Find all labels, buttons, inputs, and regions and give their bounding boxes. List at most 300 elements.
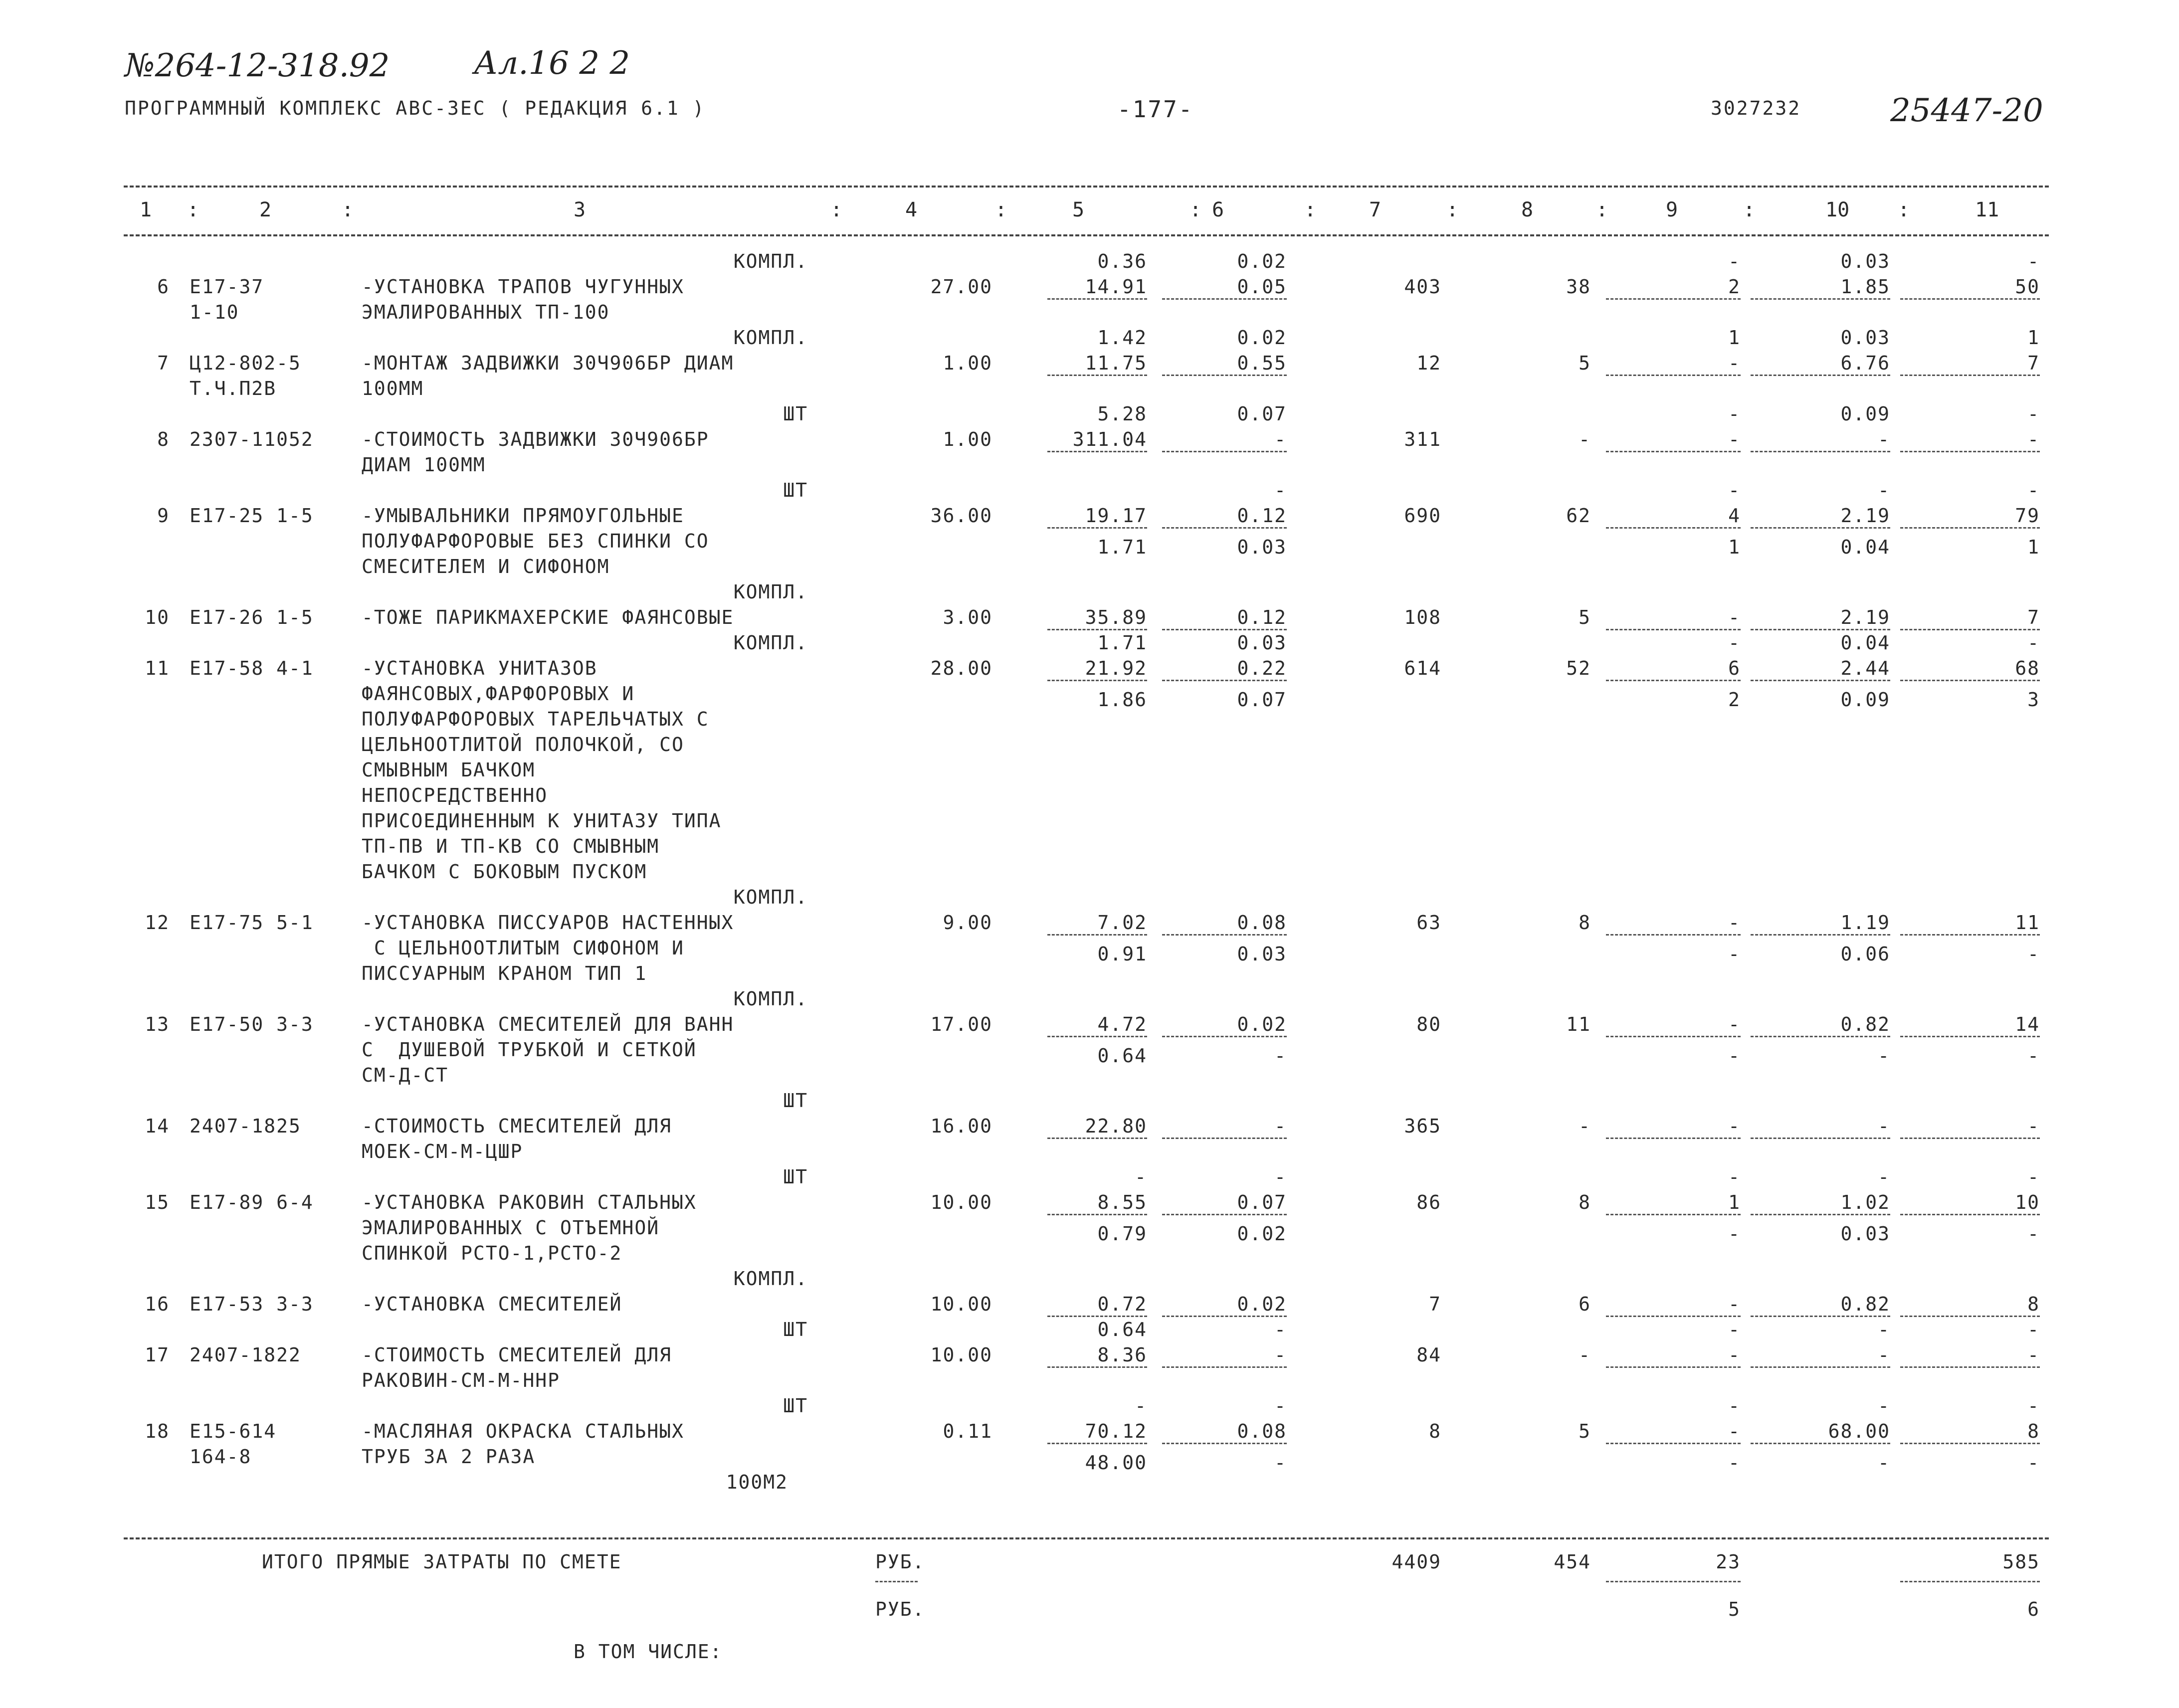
prev-cell-6: - bbox=[1274, 1319, 1287, 1340]
cell-divider bbox=[1162, 298, 1287, 300]
unit-label: ШТ bbox=[783, 1090, 808, 1112]
cell-7: 311 bbox=[1404, 428, 1441, 450]
cell-divider bbox=[1162, 629, 1287, 630]
cell-9: - bbox=[1728, 428, 1741, 450]
prev-cell-10: - bbox=[1878, 1319, 1890, 1340]
total-cell-11: 585 bbox=[2002, 1551, 2040, 1573]
prev-cell-10: 0.09 bbox=[1840, 403, 1890, 425]
prev-cell-9: - bbox=[1728, 250, 1741, 272]
column-header-2: 2 bbox=[259, 198, 272, 221]
prev-cell-5: - bbox=[1135, 1395, 1147, 1417]
cell-6: 0.08 bbox=[1237, 912, 1287, 934]
cell-divider bbox=[1162, 1316, 1287, 1317]
cell-10: 68.00 bbox=[1828, 1420, 1890, 1442]
cell-9: 1 bbox=[1728, 1191, 1741, 1213]
cell-6: 0.05 bbox=[1237, 276, 1287, 298]
row-description: ТП-ПВ И ТП-КВ СО СМЫВНЫМ bbox=[362, 835, 660, 857]
total-label: ИТОГО ПРЯМЫЕ ЗАТРАТЫ ПО СМЕТЕ bbox=[262, 1551, 622, 1573]
sub-cell-6: 0.03 bbox=[1237, 536, 1287, 558]
prev-cell-6: - bbox=[1274, 1395, 1287, 1417]
sub-cell-11: - bbox=[2027, 1223, 2040, 1245]
row-description: -УСТАНОВКА РАКОВИН СТАЛЬНЫХ bbox=[362, 1191, 697, 1213]
cell-5: 21.92 bbox=[1085, 657, 1147, 679]
cell-4: 10.00 bbox=[930, 1293, 992, 1315]
unit-label: КОМПЛ. bbox=[733, 632, 808, 654]
unit-label: КОМПЛ. bbox=[733, 327, 808, 349]
cell-divider bbox=[1606, 298, 1741, 300]
sub-cell-9: - bbox=[1728, 943, 1741, 965]
row-description: ЭМАЛИРОВАННЫХ С ОТЪЕМНОЙ bbox=[362, 1217, 660, 1239]
cell-divider bbox=[1047, 298, 1147, 300]
prev-cell-11: - bbox=[2027, 1395, 2040, 1417]
prev-cell-10: - bbox=[1878, 479, 1890, 501]
row-number: 9 bbox=[157, 505, 170, 527]
cell-5: 311.04 bbox=[1072, 428, 1147, 450]
unit-label: 100М2 bbox=[726, 1471, 788, 1493]
cell-divider bbox=[1751, 934, 1890, 936]
table-header-rule bbox=[124, 234, 2049, 236]
unit-label: КОМПЛ. bbox=[733, 988, 808, 1010]
row-description: -СТОИМОСТЬ СМЕСИТЕЛЕЙ ДЛЯ bbox=[362, 1115, 672, 1137]
cell-5: 22.80 bbox=[1085, 1115, 1147, 1137]
cell-7: 8 bbox=[1429, 1420, 1441, 1442]
cell-8: - bbox=[1579, 428, 1591, 450]
cell-7: 12 bbox=[1416, 352, 1441, 374]
cell-8: 5 bbox=[1579, 606, 1591, 628]
prev-cell-10: - bbox=[1878, 1166, 1890, 1188]
cell-divider bbox=[1047, 1443, 1147, 1444]
row-description: -УСТАНОВКА ПИССУАРОВ НАСТЕННЫХ bbox=[362, 912, 734, 934]
cell-divider bbox=[1900, 934, 2040, 936]
sub-cell-5: 48.00 bbox=[1085, 1452, 1147, 1474]
column-header-4: 4 bbox=[905, 198, 918, 221]
sub-cell-9: - bbox=[1728, 1045, 1741, 1067]
row-description: -ТОЖЕ ПАРИКМАХЕРСКИЕ ФАЯНСОВЫЕ bbox=[362, 606, 734, 628]
row-code: Т.Ч.П2В bbox=[190, 378, 277, 399]
prev-cell-9: - bbox=[1728, 1395, 1741, 1417]
row-code: Е17-37 bbox=[190, 276, 264, 298]
row-code: 164-8 bbox=[190, 1446, 252, 1468]
cell-divider bbox=[1751, 451, 1890, 452]
cell-divider bbox=[1900, 680, 2040, 681]
cell-divider bbox=[1751, 1138, 1890, 1139]
row-code: Е17-26 1-5 bbox=[190, 606, 314, 628]
prev-cell-5: 5.28 bbox=[1097, 403, 1147, 425]
row-number: 16 bbox=[145, 1293, 170, 1315]
prev-cell-5: 0.36 bbox=[1097, 250, 1147, 272]
prev-cell-9: - bbox=[1728, 403, 1741, 425]
row-description: С ЦЕЛЬНООТЛИТЫМ СИФОНОМ И bbox=[362, 937, 684, 959]
sub-cell-11: - bbox=[2027, 1452, 2040, 1474]
cell-divider bbox=[1606, 1036, 1741, 1037]
row-description: СПИНКОЙ РСТО-1,РСТО-2 bbox=[362, 1242, 622, 1264]
cell-divider bbox=[1751, 1036, 1890, 1037]
prev-cell-9: 1 bbox=[1728, 327, 1741, 349]
cell-divider bbox=[1162, 934, 1287, 936]
prev-cell-11: - bbox=[2027, 1166, 2040, 1188]
prev-cell-11: - bbox=[2027, 479, 2040, 501]
prev-cell-5: 1.42 bbox=[1097, 327, 1147, 349]
cell-7: 80 bbox=[1416, 1013, 1441, 1035]
cell-9: - bbox=[1728, 912, 1741, 934]
row-code: Е17-75 5-1 bbox=[190, 912, 314, 934]
row-code: Е15-614 bbox=[190, 1420, 277, 1442]
cell-11: 11 bbox=[2015, 912, 2040, 934]
cell-5: 11.75 bbox=[1085, 352, 1147, 374]
column-separator: : bbox=[830, 198, 843, 221]
total-divider bbox=[1606, 1581, 1741, 1582]
cell-10: 2.19 bbox=[1840, 505, 1890, 527]
row-description: ПОЛУФАРФОРОВЫЕ БЕЗ СПИНКИ СО bbox=[362, 530, 709, 552]
cell-divider bbox=[1751, 680, 1890, 681]
prev-cell-9: - bbox=[1728, 1319, 1741, 1340]
cell-4: 16.00 bbox=[930, 1115, 992, 1137]
cell-divider bbox=[1162, 1366, 1287, 1368]
prev-cell-5: - bbox=[1135, 1166, 1147, 1188]
cell-divider bbox=[1606, 527, 1741, 529]
cell-5: 70.12 bbox=[1085, 1420, 1147, 1442]
cell-divider bbox=[1606, 680, 1741, 681]
row-number: 13 bbox=[145, 1013, 170, 1035]
prev-cell-6: 0.03 bbox=[1237, 632, 1287, 654]
cell-11: 50 bbox=[2015, 276, 2040, 298]
total-cell-8: 454 bbox=[1554, 1551, 1591, 1573]
cell-6: 0.02 bbox=[1237, 1293, 1287, 1315]
row-description: С ДУШЕВОЙ ТРУБКОЙ И СЕТКОЙ bbox=[362, 1039, 697, 1061]
handwritten-sheet: Ал.16 2 2 bbox=[474, 45, 630, 82]
row-description: ФАЯНСОВЫХ,ФАРФОРОВЫХ И bbox=[362, 683, 635, 705]
cell-8: 38 bbox=[1566, 276, 1591, 298]
cell-11: 8 bbox=[2027, 1420, 2040, 1442]
prev-cell-9: - bbox=[1728, 479, 1741, 501]
row-code: 2407-1822 bbox=[190, 1344, 301, 1366]
cell-9: - bbox=[1728, 606, 1741, 628]
cell-9: 2 bbox=[1728, 276, 1741, 298]
row-description: -СТОИМОСТЬ ЗАДВИЖКИ 30Ч906БР bbox=[362, 428, 709, 450]
sub-cell-9: - bbox=[1728, 1452, 1741, 1474]
cell-9: - bbox=[1728, 1293, 1741, 1315]
cell-7: 690 bbox=[1404, 505, 1441, 527]
cell-divider bbox=[1900, 1138, 2040, 1139]
column-separator: : bbox=[1304, 198, 1317, 221]
sub-cell-10: - bbox=[1878, 1452, 1890, 1474]
sub-cell-11: - bbox=[2027, 1045, 2040, 1067]
cell-divider bbox=[1751, 1366, 1890, 1368]
cell-7: 7 bbox=[1429, 1293, 1441, 1315]
cell-9: - bbox=[1728, 1344, 1741, 1366]
program-header: ПРОГРАММНЫЙ КОМПЛЕКС АВС-ЗЕС ( РЕДАКЦИЯ 6.1 ) bbox=[125, 97, 706, 119]
cell-divider bbox=[1751, 1316, 1890, 1317]
unit-label: КОМПЛ. bbox=[733, 1268, 808, 1290]
row-description: МОЕК-СМ-М-ЦШР bbox=[362, 1140, 523, 1162]
row-code: Е17-25 1-5 bbox=[190, 505, 314, 527]
row-number: 8 bbox=[157, 428, 170, 450]
cell-divider bbox=[1606, 1316, 1741, 1317]
row-description: -СТОИМОСТЬ СМЕСИТЕЛЕЙ ДЛЯ bbox=[362, 1344, 672, 1366]
cell-7: 403 bbox=[1404, 276, 1441, 298]
cell-10: - bbox=[1878, 1344, 1890, 1366]
cell-9: - bbox=[1728, 1013, 1741, 1035]
total-divider bbox=[1900, 1581, 2040, 1582]
cell-divider bbox=[1751, 1443, 1890, 1444]
cell-7: 84 bbox=[1416, 1344, 1441, 1366]
row-code: Е17-58 4-1 bbox=[190, 657, 314, 679]
cell-11: 8 bbox=[2027, 1293, 2040, 1315]
cell-divider bbox=[1047, 1366, 1147, 1368]
cell-divider bbox=[1047, 375, 1147, 376]
sub-cell-11: 1 bbox=[2027, 536, 2040, 558]
cell-4: 28.00 bbox=[930, 657, 992, 679]
row-description: ТРУБ ЗА 2 РАЗА bbox=[362, 1446, 536, 1468]
row-description: СМЫВНЫМ БАЧКОМ bbox=[362, 759, 536, 781]
including-label: В ТОМ ЧИСЛЕ: bbox=[574, 1641, 723, 1663]
sub-cell-9: - bbox=[1728, 1223, 1741, 1245]
cell-6: 0.08 bbox=[1237, 1420, 1287, 1442]
row-code: 2307-11052 bbox=[190, 428, 314, 450]
column-header-8: 8 bbox=[1521, 198, 1534, 221]
total-cell-9: 23 bbox=[1716, 1551, 1741, 1573]
cell-10: 0.82 bbox=[1840, 1013, 1890, 1035]
prev-cell-6: 0.02 bbox=[1237, 327, 1287, 349]
cell-5: 19.17 bbox=[1085, 505, 1147, 527]
unit-label: ШТ bbox=[783, 1319, 808, 1340]
cell-4: 3.00 bbox=[943, 606, 992, 628]
column-header-5: 5 bbox=[1072, 198, 1085, 221]
cell-6: - bbox=[1274, 1344, 1287, 1366]
row-description: -УСТАНОВКА УНИТАЗОВ bbox=[362, 657, 597, 679]
cell-divider bbox=[1162, 1036, 1287, 1037]
prev-cell-5: 1.71 bbox=[1097, 632, 1147, 654]
row-description: ПИССУАРНЫМ КРАНОМ ТИП 1 bbox=[362, 962, 647, 984]
cell-divider bbox=[1162, 1138, 1287, 1139]
prev-cell-6: 0.02 bbox=[1237, 250, 1287, 272]
column-separator: : bbox=[1743, 198, 1756, 221]
handwritten-code: 25447-20 bbox=[1890, 92, 2043, 129]
row-description: БАЧКОМ С БОКОВЫМ ПУСКОМ bbox=[362, 861, 647, 883]
column-separator: : bbox=[1596, 198, 1608, 221]
cell-divider bbox=[1900, 1316, 2040, 1317]
row-description: -МОНТАЖ ЗАДВИЖКИ 30Ч906БР ДИАМ bbox=[362, 352, 734, 374]
unit-label: ШТ bbox=[783, 1166, 808, 1188]
cell-6: 0.07 bbox=[1237, 1191, 1287, 1213]
cell-divider bbox=[1751, 527, 1890, 529]
cell-divider bbox=[1047, 680, 1147, 681]
cell-11: 7 bbox=[2027, 352, 2040, 374]
cell-4: 1.00 bbox=[943, 352, 992, 374]
cell-8: 11 bbox=[1566, 1013, 1591, 1035]
sub-cell-5: 0.91 bbox=[1097, 943, 1147, 965]
column-separator: : bbox=[1898, 198, 1910, 221]
cell-6: 0.02 bbox=[1237, 1013, 1287, 1035]
cell-divider bbox=[1900, 298, 2040, 300]
cell-8: 6 bbox=[1579, 1293, 1591, 1315]
cell-divider bbox=[1047, 1214, 1147, 1215]
cell-10: 6.76 bbox=[1840, 352, 1890, 374]
cell-5: 8.36 bbox=[1097, 1344, 1147, 1366]
prev-cell-10: 0.04 bbox=[1840, 632, 1890, 654]
cell-divider bbox=[1047, 451, 1147, 452]
column-header-1: 1 bbox=[140, 198, 152, 221]
cell-8: - bbox=[1579, 1344, 1591, 1366]
prev-cell-6: - bbox=[1274, 479, 1287, 501]
column-header-6: 6 bbox=[1212, 198, 1224, 221]
cell-divider bbox=[1047, 527, 1147, 529]
row-description: -УСТАНОВКА СМЕСИТЕЛЕЙ bbox=[362, 1293, 622, 1315]
prev-cell-10: 0.03 bbox=[1840, 250, 1890, 272]
row-description: СМ-Д-СТ bbox=[362, 1064, 449, 1086]
cell-9: - bbox=[1728, 1420, 1741, 1442]
row-number: 6 bbox=[157, 276, 170, 298]
row-number: 18 bbox=[145, 1420, 170, 1442]
cell-divider bbox=[1162, 1443, 1287, 1444]
prev-cell-10: - bbox=[1878, 1395, 1890, 1417]
sub-cell-10: 0.06 bbox=[1840, 943, 1890, 965]
cell-8: 52 bbox=[1566, 657, 1591, 679]
cell-8: 5 bbox=[1579, 1420, 1591, 1442]
cell-7: 614 bbox=[1404, 657, 1441, 679]
cell-divider bbox=[1162, 680, 1287, 681]
cell-6: 0.22 bbox=[1237, 657, 1287, 679]
row-number: 15 bbox=[145, 1191, 170, 1213]
sub-cell-5: 0.64 bbox=[1097, 1045, 1147, 1067]
column-separator: : bbox=[1446, 198, 1459, 221]
cell-divider bbox=[1047, 1036, 1147, 1037]
cell-divider bbox=[1606, 1138, 1741, 1139]
sub-cell-10: 0.03 bbox=[1840, 1223, 1890, 1245]
cell-11: - bbox=[2027, 1115, 2040, 1137]
cell-4: 1.00 bbox=[943, 428, 992, 450]
cell-5: 35.89 bbox=[1085, 606, 1147, 628]
column-separator: : bbox=[1189, 198, 1202, 221]
cell-9: 4 bbox=[1728, 505, 1741, 527]
sub-cell-5: 0.79 bbox=[1097, 1223, 1147, 1245]
cell-divider bbox=[1606, 375, 1741, 376]
column-separator: : bbox=[995, 198, 1007, 221]
cell-11: 10 bbox=[2015, 1191, 2040, 1213]
cell-divider bbox=[1047, 1138, 1147, 1139]
cell-divider bbox=[1900, 1443, 2040, 1444]
cell-6: - bbox=[1274, 428, 1287, 450]
cell-divider bbox=[1751, 375, 1890, 376]
prev-cell-6: - bbox=[1274, 1166, 1287, 1188]
handwritten-doc-number: №264-12-318.92 bbox=[125, 47, 390, 84]
cell-7: 63 bbox=[1416, 912, 1441, 934]
row-description: -МАСЛЯНАЯ ОКРАСКА СТАЛЬНЫХ bbox=[362, 1420, 684, 1442]
row-code: Е17-89 6-4 bbox=[190, 1191, 314, 1213]
row-number: 7 bbox=[157, 352, 170, 374]
cell-9: - bbox=[1728, 1115, 1741, 1137]
row-code: Е17-53 3-3 bbox=[190, 1293, 314, 1315]
cell-5: 7.02 bbox=[1097, 912, 1147, 934]
row-description: ЭМАЛИРОВАННЫХ ТП-100 bbox=[362, 301, 610, 323]
column-header-9: 9 bbox=[1666, 198, 1678, 221]
row-description: ЦЕЛЬНООТЛИТОЙ ПОЛОЧКОЙ, СО bbox=[362, 734, 684, 756]
cell-4: 0.11 bbox=[943, 1420, 992, 1442]
cell-divider bbox=[1900, 1036, 2040, 1037]
sub-cell-9: 2 bbox=[1728, 689, 1741, 711]
cell-divider bbox=[1606, 934, 1741, 936]
row-description: ПОЛУФАРФОРОВЫХ ТАРЕЛЬЧАТЫХ С bbox=[362, 708, 709, 730]
row-number: 12 bbox=[145, 912, 170, 934]
sub-cell-11: 3 bbox=[2027, 689, 2040, 711]
prev-cell-11: - bbox=[2027, 632, 2040, 654]
cell-6: - bbox=[1274, 1115, 1287, 1137]
unit-label: ШТ bbox=[783, 403, 808, 425]
cell-4: 9.00 bbox=[943, 912, 992, 934]
cell-8: - bbox=[1579, 1115, 1591, 1137]
row-description: СМЕСИТЕЛЕМ И СИФОНОМ bbox=[362, 556, 610, 577]
prev-cell-11: 1 bbox=[2027, 327, 2040, 349]
cell-6: 0.12 bbox=[1237, 505, 1287, 527]
cell-8: 8 bbox=[1579, 1191, 1591, 1213]
cell-8: 8 bbox=[1579, 912, 1591, 934]
cell-6: 0.12 bbox=[1237, 606, 1287, 628]
column-header-7: 7 bbox=[1369, 198, 1382, 221]
total-sub-cell-11: 6 bbox=[2027, 1598, 2040, 1620]
cell-4: 10.00 bbox=[930, 1191, 992, 1213]
row-number: 10 bbox=[145, 606, 170, 628]
row-description: ДИАМ 100ММ bbox=[362, 454, 486, 476]
cell-7: 108 bbox=[1404, 606, 1441, 628]
cell-divider bbox=[1900, 1214, 2040, 1215]
row-number: 14 bbox=[145, 1115, 170, 1137]
sub-cell-6: 0.07 bbox=[1237, 689, 1287, 711]
cell-5: 14.91 bbox=[1085, 276, 1147, 298]
row-description: РАКОВИН-СМ-М-ННР bbox=[362, 1369, 561, 1391]
unit-label: ШТ bbox=[783, 1395, 808, 1417]
cell-5: 4.72 bbox=[1097, 1013, 1147, 1035]
cell-divider bbox=[1162, 1214, 1287, 1215]
cell-9: 6 bbox=[1728, 657, 1741, 679]
unit-label: КОМПЛ. bbox=[733, 886, 808, 908]
cell-10: 1.02 bbox=[1840, 1191, 1890, 1213]
prev-cell-9: - bbox=[1728, 1166, 1741, 1188]
cell-11: 79 bbox=[2015, 505, 2040, 527]
cell-8: 62 bbox=[1566, 505, 1591, 527]
cell-9: - bbox=[1728, 352, 1741, 374]
cell-divider bbox=[1900, 375, 2040, 376]
sub-cell-10: 0.04 bbox=[1840, 536, 1890, 558]
cell-divider bbox=[1047, 934, 1147, 936]
cell-divider bbox=[1162, 451, 1287, 452]
cell-4: 10.00 bbox=[930, 1344, 992, 1366]
cell-divider bbox=[1606, 451, 1741, 452]
row-description: -УСТАНОВКА ТРАПОВ ЧУГУННЫХ bbox=[362, 276, 684, 298]
sub-cell-6: 0.03 bbox=[1237, 943, 1287, 965]
row-description: 100ММ bbox=[362, 378, 424, 399]
total-divider bbox=[875, 1581, 918, 1582]
column-separator: : bbox=[342, 198, 354, 221]
row-code: Ц12-802-5 bbox=[190, 352, 301, 374]
total-sub-cell-9: 5 bbox=[1728, 1598, 1741, 1620]
cell-5: 8.55 bbox=[1097, 1191, 1147, 1213]
row-description: ПРИСОЕДИНЕННЫМ К УНИТАЗУ ТИПА bbox=[362, 810, 722, 832]
prev-cell-11: - bbox=[2027, 1319, 2040, 1340]
cell-10: 0.82 bbox=[1840, 1293, 1890, 1315]
sub-cell-6: - bbox=[1274, 1452, 1287, 1474]
cell-10: 1.19 bbox=[1840, 912, 1890, 934]
prev-cell-11: - bbox=[2027, 250, 2040, 272]
unit-label: КОМПЛ. bbox=[733, 250, 808, 272]
sub-cell-5: 1.71 bbox=[1097, 536, 1147, 558]
cell-divider bbox=[1162, 527, 1287, 529]
cell-divider bbox=[1606, 1366, 1741, 1368]
row-number: 17 bbox=[145, 1344, 170, 1366]
table-bottom-rule bbox=[124, 1537, 2049, 1539]
cell-4: 36.00 bbox=[930, 505, 992, 527]
sub-cell-6: 0.02 bbox=[1237, 1223, 1287, 1245]
page-number: -177- bbox=[1117, 96, 1194, 123]
